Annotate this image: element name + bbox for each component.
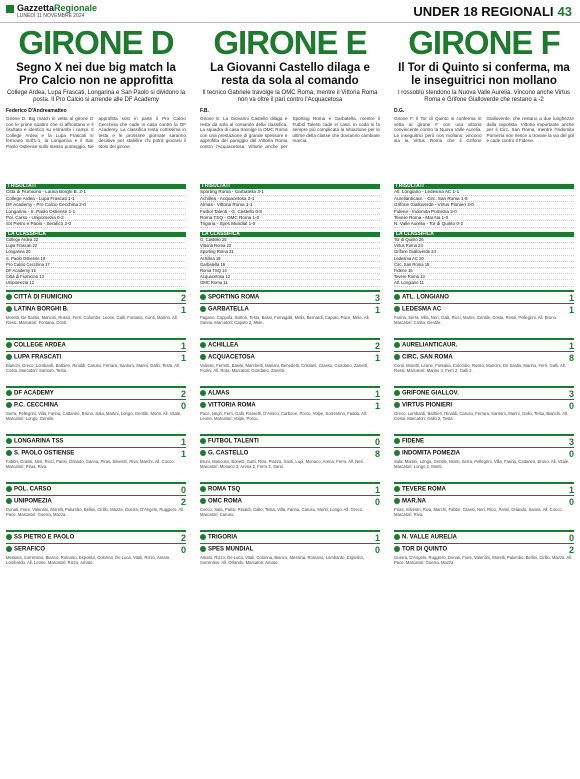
- away-team-name: OMC ROMA: [208, 498, 242, 505]
- match-report: [6, 386, 186, 431]
- standings-row: OMC Roma 11: [200, 280, 380, 286]
- team-crest-icon: [6, 306, 12, 312]
- issue-date: LUNEDÌ 11 NOVEMBRE 2024: [17, 13, 85, 19]
- team-crest-icon: [394, 498, 400, 504]
- newspaper-logo: [6, 3, 97, 13]
- away-score: 0: [568, 448, 574, 459]
- standings-row: Lupa Frascati 22: [6, 243, 186, 249]
- home-team-name: SS PIETRO E PAOLO: [14, 534, 75, 541]
- home-score: 0: [374, 436, 380, 447]
- away-score: 0: [180, 400, 186, 411]
- match-report: [6, 290, 186, 335]
- match-header-home: [200, 530, 380, 543]
- home-team: [394, 390, 459, 397]
- standings-row: Fidene 16: [394, 268, 574, 274]
- home-team-name: TEVERE ROMA: [402, 486, 447, 493]
- home-score: 0: [568, 532, 574, 543]
- match-header-away: [394, 447, 574, 459]
- match-lineup: Farina, Serra, Villa, Neri, Galli, Ricci, Marini, Gentile, Costa, Rossi, Pellegrini. All. Bruno. Marcatori: Costa, Gentile.: [394, 314, 558, 325]
- standings-row: Virtus Roma 24: [394, 243, 574, 249]
- home-score: 1: [180, 340, 186, 351]
- home-team-name: LONGARINA TSS: [14, 438, 64, 445]
- standings-row: College Ardea 22: [6, 237, 186, 243]
- away-team-name: LUPA FRASCATI: [14, 354, 62, 361]
- match-report: [200, 530, 380, 575]
- team-crest-icon: [200, 486, 206, 492]
- article-body: Girone E. La Giovanni Castello dilaga e resta da sola al comando della classifica. La squadra di casa travolge la OMC Roma con una prestazione di grande spessore e approfitta del pareggio del Vittoria Roma contro l'Acquacetosa. Vittorie anche per Sporting Roma e Garbatella, mentre il Futbol Talenti cade in casa. In coda si fa sempre più complicata la situazione per le ultime della classe che dovranno cambiare marcia.: [200, 116, 380, 149]
- away-score: 0: [568, 400, 574, 411]
- standings-row: Atl. Longiano 11: [394, 280, 574, 286]
- match-header-home: [394, 434, 574, 447]
- match-header-away: [6, 399, 186, 411]
- page-number: 43: [557, 4, 572, 19]
- team-crest-icon: [394, 534, 400, 540]
- match-lineup: Conti, Moretti, Leone, Fontana, Colombo, Russo, Mancini, De Santis, Marino, Ferri, Galli. All. Rossi. Marcatori: Marino 4, Ferri 2, Galli 2.: [394, 362, 566, 373]
- away-score: 1: [374, 352, 380, 363]
- away-team-name: VIRTUS PIONIERI: [402, 402, 453, 409]
- result-row: Trigoria - Spes Mundial 1-0: [200, 221, 380, 227]
- home-team: [200, 438, 259, 445]
- match-lineup: Pace, Negri, Ferri, Galli, Rossetti, D'Amico, Carbone, Porcu, Volpe, Sorrentino, Fadda. All. Leone. Marcatori: Volpe, Porcu.: [200, 410, 367, 421]
- home-team: [200, 294, 259, 301]
- logo-icon: [6, 5, 14, 13]
- logo-accent-text: Regionale: [54, 3, 98, 13]
- away-score: 1: [374, 400, 380, 411]
- result-row: Grifone Gialloverde - Virtus Pionieri 3-0: [394, 202, 574, 208]
- subheadline: Il tecnico Gabriele travolge la OMC Roma, mentre il Vittoria Roma non va oltre il pari contro l'Acquacetosa: [202, 90, 378, 103]
- match-header-home: [6, 386, 186, 399]
- away-team: [6, 354, 61, 361]
- team-crest-icon: [394, 486, 400, 492]
- away-team: [6, 450, 74, 457]
- match-header-away: [6, 447, 186, 459]
- team-crest-icon: [200, 390, 206, 396]
- home-team-name: FUTBOL TALENTI: [208, 438, 259, 445]
- away-score: 1: [180, 352, 186, 363]
- team-crest-icon: [394, 546, 400, 552]
- match-header-away: [200, 399, 380, 411]
- team-crest-icon: [200, 342, 206, 348]
- team-crest-icon: [394, 450, 400, 456]
- standings-row: Garbatella 16: [200, 262, 380, 268]
- home-score: 1: [374, 388, 380, 399]
- team-crest-icon: [200, 450, 206, 456]
- team-crest-icon: [200, 534, 206, 540]
- standings-box: [200, 232, 380, 287]
- standings-row: Acquacetosa 12: [200, 274, 380, 280]
- home-team: [6, 534, 74, 541]
- away-team: [394, 450, 460, 457]
- match-report: [6, 482, 186, 527]
- standings-row: Achillea 18: [200, 256, 380, 262]
- team-crest-icon: [6, 438, 12, 444]
- match-header-home: [200, 482, 380, 495]
- away-score: 1: [180, 304, 186, 315]
- away-team: [394, 354, 453, 361]
- match-report: [200, 386, 380, 431]
- match-report: [200, 434, 380, 479]
- team-crest-icon: [200, 402, 206, 408]
- standings-row: Circ. San Roma 18: [394, 262, 574, 268]
- away-team: [6, 306, 69, 313]
- away-score: 0: [374, 544, 380, 555]
- home-team-name: SPORTING ROMA: [208, 294, 260, 301]
- result-row: Almas - Vittoria Roma 1-1: [200, 202, 380, 208]
- standings-row: Unipomezia 12: [6, 280, 186, 286]
- match-lineup: Greco, Lombardi, Barbieri, Rinaldi, Caruso, Ferrara, Santoro, Marini, Gallo, Testa, Bianchi. All. Costa. Marcatori: Gallo 2, Testa.: [394, 410, 569, 421]
- team-crest-icon: [394, 294, 400, 300]
- match-report: [6, 338, 186, 383]
- team-crest-icon: [6, 498, 12, 504]
- home-team: [200, 534, 237, 541]
- away-team-name: MAR.NA: [402, 498, 426, 505]
- team-crest-icon: [394, 342, 400, 348]
- home-team-name: POL. CARSO: [14, 486, 52, 493]
- team-crest-icon: [394, 354, 400, 360]
- match-header-away: [6, 351, 186, 363]
- byline: Federico D'Andreamatteo: [6, 108, 67, 114]
- home-team-name: AURELIANTICAUR.: [402, 342, 458, 349]
- home-team: [394, 342, 457, 349]
- team-crest-icon: [200, 498, 206, 504]
- match-report: [394, 434, 574, 479]
- article-body: Girone F. Il Tor di Quinto si conferma in vetta al girone F con una vittoria convincente contro la Nuova Valle Aurelia. Le inseguitrici però non mollano: vincono sia la Virtus Roma che il Grifone Gialloverde, che restano a due lunghezze dalla capolista. Vittoria importante anche per il Circ. San Roma, mentre l'Indomita Pomezia non riesce a trovare la via del gol e cade contro il Fidene.: [394, 116, 574, 144]
- team-crest-icon: [6, 450, 12, 456]
- away-team: [200, 402, 256, 409]
- match-report: [200, 338, 380, 383]
- column-girone-f: [394, 26, 574, 771]
- away-team-name: S. PAOLO OSTIENSE: [14, 450, 75, 457]
- headline: Segno X nei due big match la Pro Calcio non ne approfitta: [16, 62, 176, 87]
- byline: F.B.: [200, 108, 209, 114]
- team-crest-icon: [6, 546, 12, 552]
- team-crest-icon: [394, 438, 400, 444]
- match-report: [6, 434, 186, 479]
- match-header-home: [6, 290, 186, 303]
- home-score: 1: [568, 340, 574, 351]
- home-score: 1: [374, 532, 380, 543]
- team-crest-icon: [200, 546, 206, 552]
- standings-row: Sporting Roma 21: [200, 249, 380, 255]
- home-team: [200, 486, 240, 493]
- away-score: 2: [180, 496, 186, 507]
- team-crest-icon: [6, 534, 12, 540]
- match-header-away: [394, 399, 574, 411]
- away-score: 0: [374, 496, 380, 507]
- away-team: [200, 450, 248, 457]
- match-header-home: [200, 434, 380, 447]
- girone-title: GIRONE E: [213, 24, 367, 61]
- home-team-name: CITTÀ DI FIUMICINO: [14, 294, 73, 301]
- match-header-away: [394, 543, 574, 555]
- match-header-home: [6, 482, 186, 495]
- headline: La Giovanni Castello dilaga e resta da sola al comando: [210, 62, 370, 87]
- away-score: 0: [180, 544, 186, 555]
- standings-row: Grifone Gialloverde 24: [394, 249, 574, 255]
- result-row: Achillea - Acquacetosa 2-1: [200, 196, 380, 202]
- match-header-away: [200, 447, 380, 459]
- away-team-name: UNIPOMEZIA: [14, 498, 52, 505]
- home-team: [200, 342, 238, 349]
- away-team: [394, 306, 441, 313]
- team-crest-icon: [394, 390, 400, 396]
- home-score: 2: [180, 292, 186, 303]
- match-report: [200, 482, 380, 527]
- match-header-home: [394, 290, 574, 303]
- result-row: SS Pietro e Paolo - Serafico 2-0: [6, 221, 186, 227]
- section-title: [413, 4, 572, 19]
- match-header-home: [394, 530, 574, 543]
- match-lineup: Serra, Pellegrini, Villa, Farina, Cattaneo, Bruno, Sala, Martini, Longo, Gentile, Monti. All. Vitale. Marcatori: Longo, Gentile.: [6, 410, 182, 421]
- result-row: Futbol Talenti - G. Castello 0-8: [200, 209, 380, 215]
- match-header-away: [200, 351, 380, 363]
- match-header-home: [200, 386, 380, 399]
- standings-title: LA CLASSIFICA: [394, 232, 574, 237]
- away-team: [6, 546, 45, 553]
- away-score: 8: [374, 448, 380, 459]
- team-crest-icon: [6, 294, 12, 300]
- result-row: DF Academy - Pro Calcio Cecchina 2-0: [6, 202, 186, 208]
- home-team: [394, 438, 424, 445]
- home-team: [6, 342, 66, 349]
- byline: D.G.: [394, 108, 405, 114]
- away-team: [6, 498, 52, 505]
- match-report: [6, 530, 186, 575]
- result-row: Roma TSQ - OMC Roma 1-0: [200, 215, 380, 221]
- girone-title: GIRONE D: [18, 24, 174, 61]
- team-crest-icon: [394, 402, 400, 408]
- match-header-home: [394, 482, 574, 495]
- result-row: Pol. Carso - Unipomezia 0-2: [6, 215, 186, 221]
- match-report: [394, 482, 574, 527]
- team-crest-icon: [200, 438, 206, 444]
- standings-row: Ledesma AC 20: [394, 256, 574, 262]
- match-header-away: [200, 543, 380, 555]
- standings-title: LA CLASSIFICA: [6, 232, 186, 237]
- match-report: [394, 530, 574, 575]
- subheadline: I rossoblù stendono la Nuova Valle Aurelia. Vincono anche Virtus Roma e Grifone Gialloverde che restano a -2: [397, 90, 571, 103]
- column-girone-e: [200, 26, 380, 771]
- home-score: 1: [568, 292, 574, 303]
- standings-row: Città di Fiumicino 13: [6, 274, 186, 280]
- standings-row: G. Castello 25: [200, 237, 380, 243]
- result-row: Longarina - S. Paolo Ostiense 1-1: [6, 209, 186, 215]
- away-team-name: LEDESMA AC: [402, 306, 442, 313]
- result-row: College Ardea - Lupa Frascati 1-1: [6, 196, 186, 202]
- match-lineup: Bianchi, Greco, Lombardi, Barbieri, Rinaldi, Caruso, Ferrara, Santoro, Marini, Gallo, Testa. All. Costa. Marcatori: Santoro, Testa.: [6, 362, 181, 373]
- team-crest-icon: [200, 294, 206, 300]
- away-team-name: TOR DI QUINTO: [402, 546, 448, 553]
- standings-box: [394, 232, 574, 287]
- team-crest-icon: [6, 390, 12, 396]
- results-box: [394, 184, 574, 228]
- match-header-home: [6, 338, 186, 351]
- match-lineup: Guerra, D'Angelo, Ruggiero, Donati, Fiore, Valentini, Morelli, Palumbo, Bellini, Cirillo, Mazza. All. Pace. Marcatori: Guerra, Mazza.: [394, 554, 573, 565]
- match-header-home: [200, 338, 380, 351]
- away-team-name: SPES MUNDIAL: [208, 546, 254, 553]
- girone-title: GIRONE F: [408, 24, 560, 61]
- match-header-home: [394, 386, 574, 399]
- match-header-away: [394, 495, 574, 507]
- standings-row: Longarina 20: [6, 249, 186, 255]
- away-score: 1: [374, 304, 380, 315]
- subheadline: College Ardea, Lupa Frascati, Longarina e San Paolo si dividono la posta. Il Pro Calcio si arrende alle DF Academy: [6, 90, 186, 103]
- results-title: I RISULTATI: [394, 184, 574, 189]
- away-team-name: LATINA BORGHI B.: [14, 306, 69, 313]
- team-crest-icon: [200, 306, 206, 312]
- away-score: 1: [180, 448, 186, 459]
- match-header-away: [200, 303, 380, 315]
- home-score: 1: [568, 484, 574, 495]
- match-lineup: Piras, Silvestri, Riva, Marchi, Fabbri, Grassi, Neri, Ricci, Parisi, Orlando, Sanna. All. Cocco. Marcatori: Riva.: [394, 506, 563, 517]
- match-lineup: Messina, Sorrentino, Bianco, Romano, Esposito, Colonna, De Luca, Vitali, Rizzo, Amato, Lombardo. All. Leone. Marcatori: Rizzo, Amato.: [6, 554, 171, 565]
- away-score: 0: [568, 496, 574, 507]
- home-team: [200, 390, 229, 397]
- match-lineup: Valente, Ferretti, Basile, Marchetti, Mariani, Benedetti, Cristiani, Grasso, Giordano, Zanetti, Fiorini. All. Rota. Marcatori: Giordano, Zanetti.: [200, 362, 368, 373]
- standings-title: LA CLASSIFICA: [200, 232, 380, 237]
- match-header-home: [6, 434, 186, 447]
- match-lineup: Sala, Martini, Longo, Gentile, Monti, Serra, Pellegrini, Villa, Farina, Cattaneo, Bruno. All. Vitale. Marcatori: Longo 2, Monti.: [394, 458, 570, 469]
- standings-box: [6, 232, 186, 287]
- home-score: 3: [568, 388, 574, 399]
- away-score: 1: [568, 304, 574, 315]
- home-team: [6, 438, 63, 445]
- home-score: 2: [180, 388, 186, 399]
- match-header-home: [394, 338, 574, 351]
- match-lineup: Bruni, Mancuso, Bonetti, Gatti, Riva, Piazza, Santi, Lupi, Monaco, Arena, Ferro. All. Neri. Marcatori: Monaco 3, Arena 2, Ferro 2, Santi.: [200, 458, 365, 469]
- away-team: [394, 546, 447, 553]
- away-team-name: INDOMITA POMEZIA: [402, 450, 460, 457]
- match-report: [394, 290, 574, 335]
- match-header-away: [6, 495, 186, 507]
- away-team: [394, 402, 452, 409]
- home-team: [6, 486, 51, 493]
- home-team: [394, 534, 457, 541]
- away-team-name: G. CASTELLO: [208, 450, 249, 457]
- home-team-name: COLLEGE ARDEA: [14, 342, 66, 349]
- away-score: 8: [568, 352, 574, 363]
- away-team: [200, 498, 242, 505]
- results-box: [6, 184, 186, 228]
- home-score: 2: [374, 340, 380, 351]
- match-lineup: Amato, Rizzo, De Luca, Vitali, Colonna, Bianco, Messina, Romano, Lombardo, Esposito, Sorrentino. All. Orlando. Marcatori: Amato.: [200, 554, 365, 565]
- home-team-name: TRIGORIA: [208, 534, 238, 541]
- away-team: [200, 306, 249, 313]
- headline: Il Tor di Quinto si conferma, ma le inseguitrici non mollano: [398, 62, 570, 87]
- match-lineup: Cocco, Sala, Parisi, Rinaldi, Gallo, Testa, Villa, Farina, Caruso, Monti, Longo. All. Greco. Marcatori: Caruso.: [200, 506, 364, 517]
- match-header-away: [6, 303, 186, 315]
- team-crest-icon: [394, 306, 400, 312]
- team-crest-icon: [6, 402, 12, 408]
- standings-row: DF Academy 15: [6, 268, 186, 274]
- results-title: I RISULTATI: [200, 184, 380, 189]
- away-team-name: SERAFICO: [14, 546, 46, 553]
- match-header-away: [6, 543, 186, 555]
- results-box: [200, 184, 380, 228]
- home-team: [6, 390, 54, 397]
- home-score: 0: [180, 484, 186, 495]
- match-header-away: [200, 495, 380, 507]
- away-score: 2: [568, 544, 574, 555]
- standings-row: Tor di Quinto 26: [394, 237, 574, 243]
- page-header: [0, 0, 580, 23]
- results-title: I RISULTATI: [6, 184, 186, 189]
- home-score: 3: [568, 436, 574, 447]
- result-row: Tevere Roma - Mar.Na 1-0: [394, 215, 574, 221]
- team-crest-icon: [6, 354, 12, 360]
- team-crest-icon: [6, 486, 12, 492]
- home-team-name: GRIFONE GIALLOV.: [402, 390, 459, 397]
- home-team-name: FIDENE: [402, 438, 425, 445]
- home-team-name: ATL. LONGIANO: [402, 294, 449, 301]
- result-row: N. Valle Aurelia - Tor di Quinto 0-2: [394, 221, 574, 227]
- match-lineup: Fabbri, Grassi, Neri, Ricci, Parisi, Orlando, Sanna, Piras, Silvestri, Riva, Marchi. All. Cocco. Marcatori: Piras, Riva.: [6, 458, 175, 469]
- away-team-name: VITTORIA ROMA: [208, 402, 256, 409]
- standings-row: Tevere Roma 13: [394, 274, 574, 280]
- home-score: 2: [180, 532, 186, 543]
- result-row: Città di Fiumicino - Latina Borghi B. 2-1: [6, 189, 186, 195]
- result-row: Atl. Longiano - Ledesma AC 1-1: [394, 189, 574, 195]
- match-report: [394, 386, 574, 431]
- standings-row: Pro Calcio Cecchina 17: [6, 262, 186, 268]
- home-team-name: N. VALLE AURELIA: [402, 534, 457, 541]
- match-header-home: [200, 290, 380, 303]
- article-body: Girone D. Big match in vetta al girone D con le prime quattro che si affrontano e il risultato è identico su entrambi i campi. Il College Ardea e la Lupa Frascati si fermano sull'1-1, la Longarina e il San Paolo Ostiense sullo stesso punteggio. Ne approfitta solo in parte il Pro Calcio Cecchina che cade in casa contro la DF Academy. La classifica resta cortissima in testa e le prossime giornate saranno decisive per stabilire chi potrà giocarsi il titolo del girone.: [6, 116, 186, 149]
- home-team-name: ROMA TSQ: [208, 486, 241, 493]
- away-team: [200, 354, 255, 361]
- away-team: [200, 546, 253, 553]
- result-row: Fidene - Indomita Pomezia 3-0: [394, 209, 574, 215]
- section-label: UNDER 18 REGIONALI: [413, 4, 554, 19]
- match-header-away: [394, 303, 574, 315]
- match-header-home: [6, 530, 186, 543]
- home-team: [394, 486, 446, 493]
- team-crest-icon: [6, 342, 12, 348]
- home-score: 1: [180, 436, 186, 447]
- away-team-name: CIRC. SAN ROMA: [402, 354, 453, 361]
- away-team-name: P.C. CECCHINA: [14, 402, 59, 409]
- match-header-away: [394, 351, 574, 363]
- home-team-name: DF ACADEMY: [14, 390, 54, 397]
- home-team: [6, 294, 72, 301]
- standings-row: S. Paolo Ostiense 19: [6, 256, 186, 262]
- standings-row: Roma TSQ 14: [200, 268, 380, 274]
- team-crest-icon: [200, 354, 206, 360]
- match-lineup: Donati, Fiore, Valentini, Morelli, Palumbo, Bellini, Cirillo, Mazza, Guerra, D'Angelo, Ruggiero. All. Pace. Marcatori: Guerra, Mazza.: [6, 506, 185, 517]
- away-team: [6, 402, 58, 409]
- result-row: Sporting Roma - Garbatella 3-1: [200, 189, 380, 195]
- away-team: [394, 498, 426, 505]
- away-team-name: ACQUACETOSA: [208, 354, 255, 361]
- match-lineup: Moretti, De Santis, Mancini, Russo, Ferri, Colombo, Leone, Galli, Fontana, Conti, Marino. All. Rossi. Marcatori: Fontana, Conti.: [6, 314, 178, 325]
- standings-row: Vittoria Roma 23: [200, 243, 380, 249]
- away-team-name: GARBATELLA: [208, 306, 249, 313]
- home-team-name: ALMAS: [208, 390, 230, 397]
- home-score: 3: [374, 292, 380, 303]
- match-lineup: Pagano, Coppola, Sartori, Testa, Bassi, Fumagalli, Melis, Bernardi, Caputo, Pace, Mele. All. Sanna. Marcatori: Caputo 2, Mele.: [200, 314, 370, 325]
- match-report: [200, 290, 380, 335]
- logo-text: Gazzetta: [17, 3, 55, 13]
- column-girone-d: [6, 26, 186, 771]
- home-score: 1: [374, 484, 380, 495]
- home-team: [394, 294, 449, 301]
- home-team-name: ACHILLEA: [208, 342, 239, 349]
- result-row: Aurelianticaur. - Circ. San Roma 1-8: [394, 196, 574, 202]
- match-report: [394, 338, 574, 383]
